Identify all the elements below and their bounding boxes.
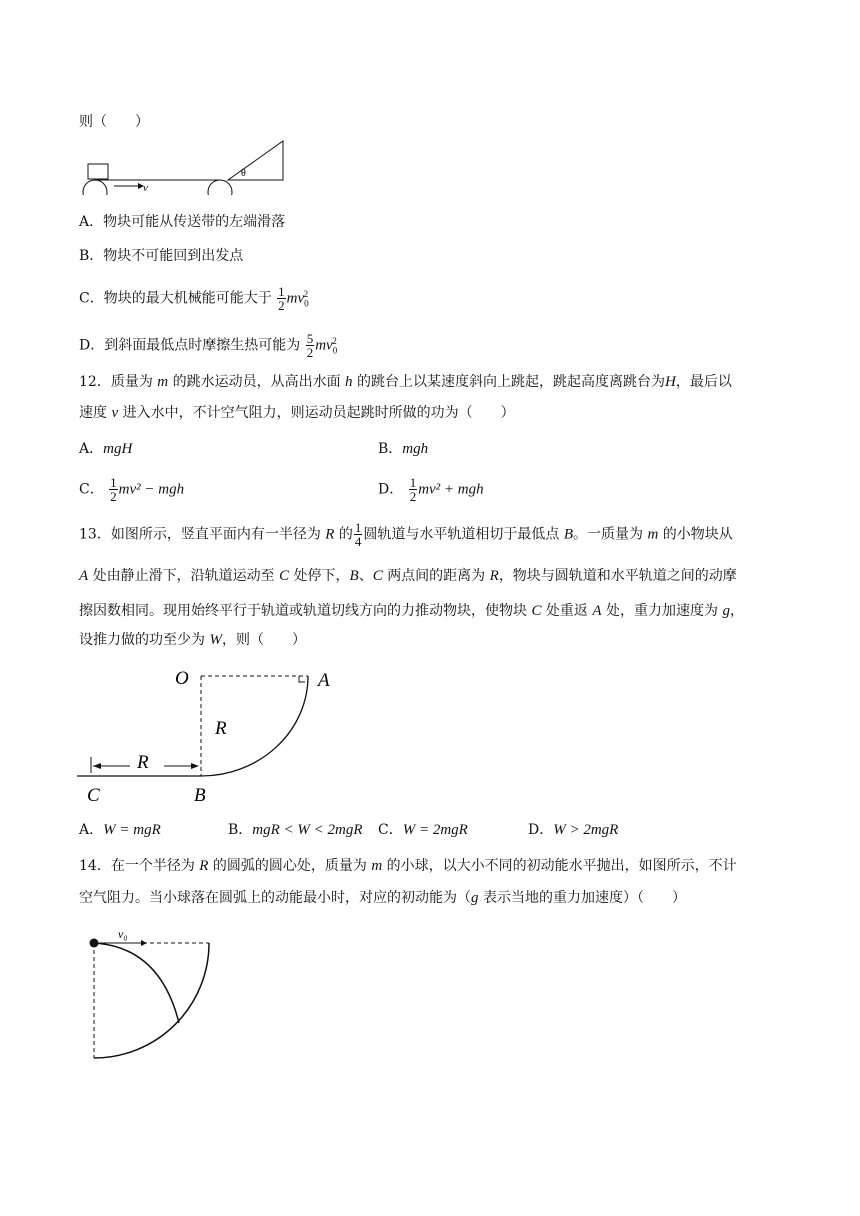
q14-line1: 14．在一个半径为 R 的圆弧的圆心处，质量为 m 的小球，以大小不同的初动能水平抛出，如图所示，不计 — [79, 858, 737, 874]
q11-tail: 则（ ） — [79, 114, 149, 130]
q12-option-b: B．mgh — [378, 441, 429, 457]
label-O: O — [175, 668, 189, 689]
label-B: B — [194, 785, 206, 805]
q11-option-b: B．物块不可能回到出发点 — [79, 248, 244, 264]
q13-figure — [75, 660, 355, 805]
left-roller — [83, 180, 107, 195]
q12-option-a: A．mgH — [79, 441, 133, 457]
q11-option-a: A．物块可能从传送带的左端滑落 — [79, 214, 286, 230]
q13-line4: 设推力做的功至少为 W，则（ ） — [79, 632, 306, 648]
v0-label: v₀ — [118, 927, 128, 941]
q14-figure — [85, 925, 235, 1065]
q13-line3: 擦因数相同。现用始终平行于轨道或轨道切线方向的力推动物块，使物块 C 处重返 A 处，重力加速度为 g， — [79, 603, 744, 619]
incline — [228, 141, 283, 180]
q11-option-c: C．物块的最大机械能可能大于 $\frac{1}{2}$ $mv_0^2$ — [79, 284, 309, 314]
right-roller — [208, 180, 232, 195]
label-R-vertical: R — [215, 718, 227, 739]
q13-line2: A 处由静止滑下，沿轨道运动至 C 处停下，B、C 两点间的距离为 R，物块与圆轨道和水平轨道之间的动摩 — [79, 568, 737, 584]
q12-line1: 12．质量为 m 的跳水运动员，从高出水面 h 的跳台上以某速度斜向上跳起，跳起高度离跳台为H，最后以 — [79, 374, 732, 390]
block — [88, 164, 108, 179]
q13-option-c: C．W = 2mgR — [378, 822, 468, 838]
q14-line2: 空气阻力。当小球落在圆弧上的动能最小时，对应的初动能为（g 表示当地的重力加速度）（ ） — [79, 890, 686, 906]
trajectory — [94, 943, 179, 1023]
label-R-horizontal: R — [137, 752, 149, 773]
label-A: A — [318, 670, 330, 691]
q13-option-d: D．W > 2mgR — [528, 822, 619, 838]
velocity-label: v — [143, 182, 148, 194]
q13-line1: 13．如图所示，竖直平面内有一半径为 R 的 $\frac{1}{4}$ 圆轨道与水平轨道相切于最低点 B。一质量为 m 的小物块从 — [79, 520, 733, 549]
label-C: C — [87, 785, 100, 805]
q11-figure — [78, 140, 298, 195]
q12-line2: 速度 v 进入水中，不计空气阻力，则运动员起跳时所做的功为（ ） — [79, 405, 515, 421]
q13-option-a: A．W = mgR — [79, 822, 161, 838]
circular-arc — [94, 943, 209, 1058]
ball — [90, 939, 99, 948]
q12-option-d: D． $\frac{1}{2}$ mv² + mgh — [378, 475, 484, 504]
q11-option-d: D．到斜面最低点时摩擦生热可能为 $\frac{5}{2}$ $mv_0^2$ — [79, 331, 338, 361]
theta-label: θ — [241, 168, 246, 179]
q12-option-c: C． $\frac{1}{2}$ mv² − mgh — [79, 475, 185, 504]
q13-option-b: B．mgR < W < 2mgR — [228, 822, 363, 838]
